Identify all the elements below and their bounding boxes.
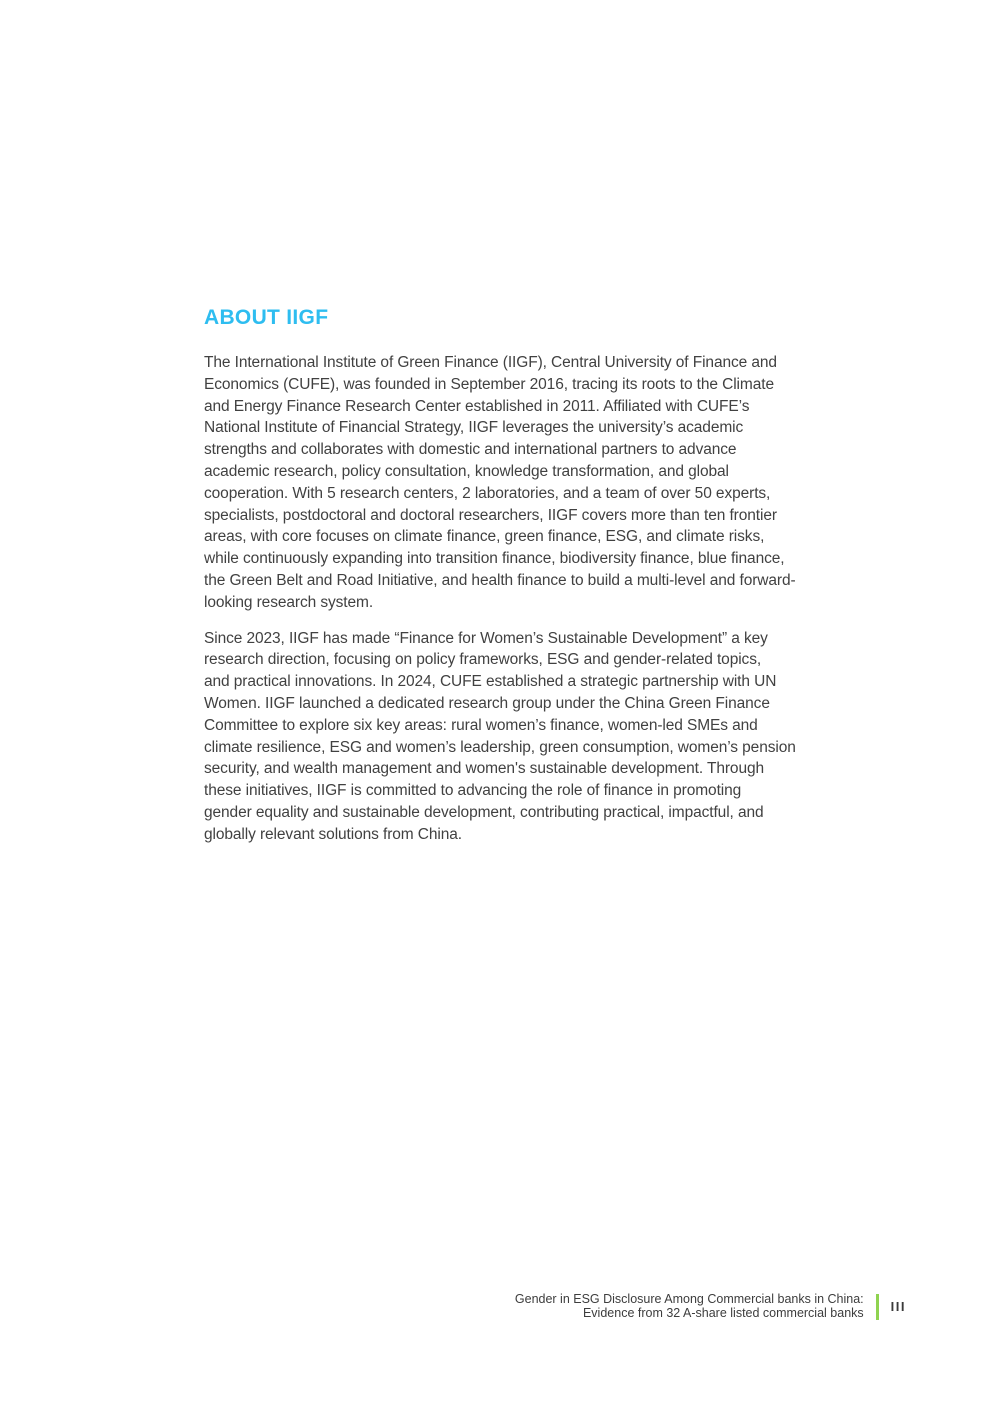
text-line: cooperation. With 5 research centers, 2 laboratories, and a team of over 50 experts, [204,484,771,502]
text-line: the Green Belt and Road Initiative, and health finance to build a multi-level and forward- [204,571,796,589]
text-line: these initiatives, IIGF is committed to advancing the role of finance in promoting [204,782,742,800]
page-footer [515,1293,906,1320]
text-line: globally relevant solutions from China. [204,825,463,843]
text-line: and Energy Finance Research Center established in 2011. Affiliated with CUFE’s [204,397,750,415]
text-line: National Institute of Financial Strategy, IIGF leverages the university’s academic [204,419,744,437]
text-line: research direction, focusing on policy frameworks, ESG and gender-related topics, [204,651,762,669]
text-line: The International Institute of Green Finance (IIGF), Central University of Finance and [204,354,777,371]
section-heading: ABOUT IIGF [204,306,329,329]
text-line: Since 2023, IIGF has made “Finance for Women’s Sustainable Development” a key [204,629,768,647]
footer-title-line-1: Gender in ESG Disclosure Among Commercial banks in China: [514,1292,864,1306]
footer-title [515,1293,864,1320]
page-content [204,306,816,860]
text-line: climate resilience, ESG and women’s leadership, green consumption, women’s pension [204,738,796,756]
text-line: and practical innovations. In 2024, CUFE established a strategic partnership with UN [204,673,777,691]
text-line: academic research, policy consultation, knowledge transformation, and global [204,462,729,480]
footer-divider [876,1294,879,1320]
text-line: while continuously expanding into transition finance, biodiversity finance, blue finance, [204,550,785,568]
footer-title-line-2: Evidence from 32 A-share listed commercial banks [582,1305,864,1320]
body-paragraph [204,628,816,846]
text-line: areas, with core focuses on climate finance, green finance, ESG, and climate risks, [204,528,765,546]
body-paragraph [204,352,816,614]
text-line: Committee to explore six key areas: rural women’s finance, women-led SMEs and [204,716,758,734]
text-line: looking research system. [204,593,374,611]
footer-page-number: III [890,1299,906,1314]
text-line: Economics (CUFE), was founded in September 2016, tracing its roots to the Climate [204,375,774,393]
text-line: strengths and collaborates with domestic and international partners to advance [204,441,737,459]
text-line: specialists, postdoctoral and doctoral researchers, IIGF covers more than ten frontier [204,506,777,524]
text-line: gender equality and sustainable development, contributing practical, impactful, and [204,803,764,821]
text-line: security, and wealth management and women's sustainable development. Through [204,760,765,778]
text-line: Women. IIGF launched a dedicated research group under the China Green Finance [204,694,770,712]
